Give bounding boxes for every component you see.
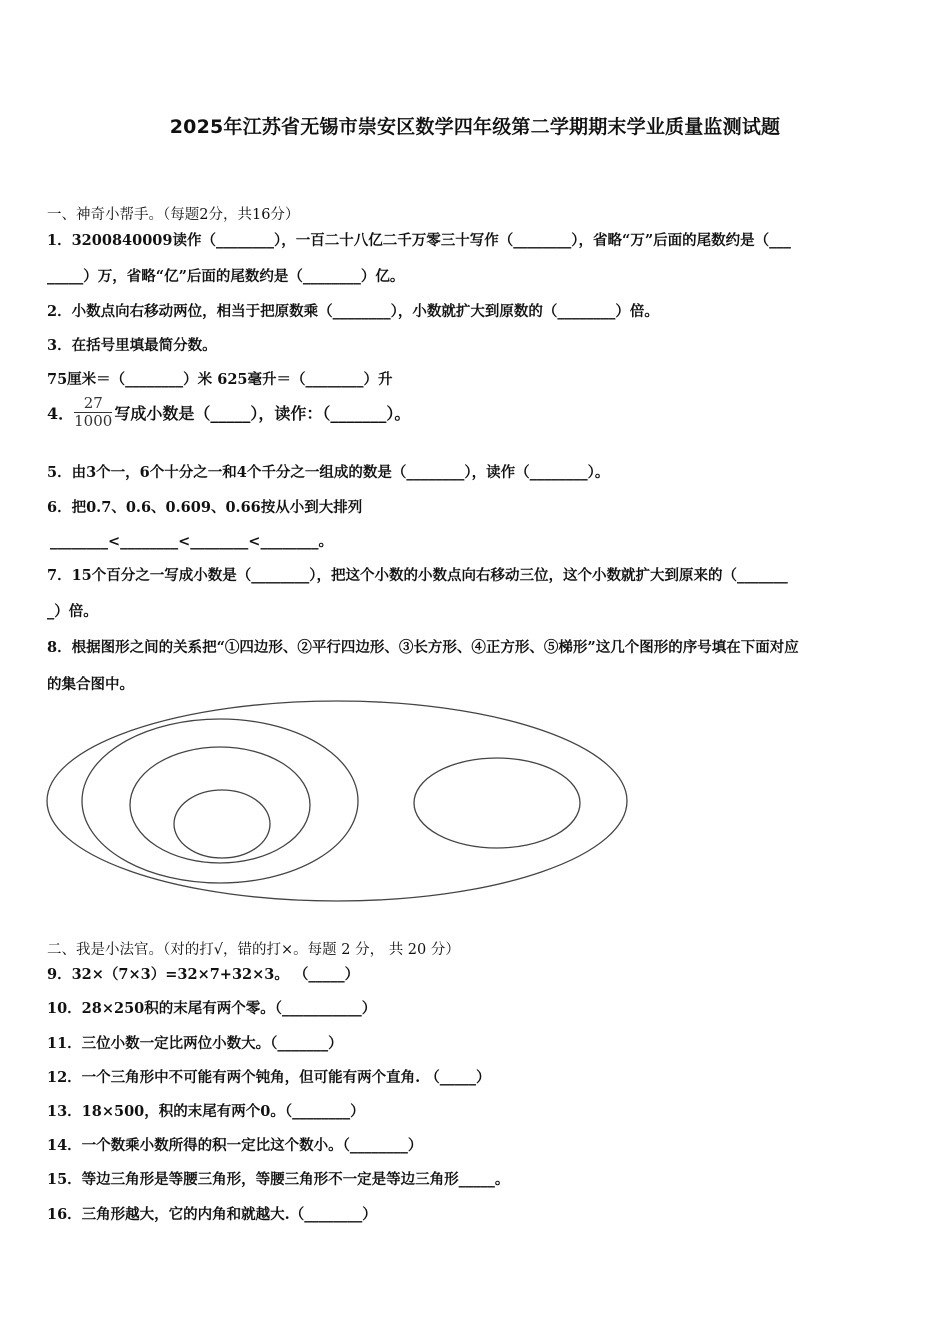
question-10: 10．28×250积的末尾有两个零。（___________） <box>47 1000 377 1017</box>
question-8-line2: 的集合图中。 <box>47 676 134 693</box>
question-4-text: 写成小数是（_____），读作：（_______）。 <box>114 404 411 423</box>
question-8-line1: 8．根据图形之间的关系把“①四边形、②平行四边形、③长方形、④正方形、⑤梯形”这几个图形的序号填在下面对应 <box>47 639 799 656</box>
venn-diagram <box>42 696 642 906</box>
page-title: 2025年江苏省无锡市崇安区数学四年级第二学期期末学业质量监测试题 <box>169 116 781 138</box>
question-15: 15．等边三角形是等腰三角形，等腰三角形不一定是等边三角形_____。 <box>47 1171 510 1188</box>
venn-inner-ellipse <box>174 790 270 858</box>
fraction-denominator: 1000 <box>74 412 113 430</box>
question-3: 3．在括号里填最简分数。 <box>47 337 217 354</box>
question-5: 5．由3个一，6个十分之一和4个千分之一组成的数是（________），读作（________）。 <box>47 464 610 481</box>
question-1-line1: 1．3200840009读作（________），一百二十八亿二千万零三十写作（________），省略“万”后面的尾数约是（___ <box>47 232 791 249</box>
question-4 <box>47 395 410 430</box>
question-6: 6．把0.7、0.6、0.609、0.66按从小到大排列 <box>47 499 363 516</box>
question-4-prefix: 4． <box>47 404 75 423</box>
question-7-line2: _）倍。 <box>47 603 98 620</box>
section2-heading: 二、我是小法官。（对的打√，错的打×。每题 2 分， 共 20 分） <box>47 942 460 958</box>
fraction <box>74 395 112 430</box>
question-9: 9．32×（7×3）=32×7+32×3。 （_____） <box>47 966 360 983</box>
question-13: 13．18×500，积的末尾有两个0。（________） <box>47 1103 365 1120</box>
question-2: 2．小数点向右移动两位，相当于把原数乘（________），小数就扩大到原数的（________）倍。 <box>47 303 659 320</box>
question-14: 14．一个数乘小数所得的积一定比这个数小。（________） <box>47 1137 423 1154</box>
question-7-line1: 7．15个百分之一写成小数是（________），把这个小数的小数点向右移动三位，这个小数就扩大到原来的（_______ <box>47 567 788 584</box>
question-16: 16．三角形越大，它的内角和就越大.（________） <box>47 1206 377 1223</box>
question-11: 11．三位小数一定比两位小数大。（_______） <box>47 1035 343 1052</box>
section1-heading: 一、神奇小帮手。（每题2分，共16分） <box>47 207 300 223</box>
venn-side-ellipse <box>414 758 580 848</box>
fraction-numerator: 27 <box>83 394 103 412</box>
venn-ellipse-3 <box>130 747 310 863</box>
question-3-sub: 75厘米＝（________）米 625毫升＝（________）升 <box>47 371 393 388</box>
question-1-line2: _____）万，省略“亿”后面的尾数约是（________）亿。 <box>47 268 405 285</box>
question-6-blanks: ________<________<________<________。 <box>50 533 333 550</box>
venn-outer-ellipse <box>47 701 627 901</box>
question-12: 12．一个三角形中不可能有两个钝角，但可能有两个直角. （_____） <box>47 1069 491 1086</box>
